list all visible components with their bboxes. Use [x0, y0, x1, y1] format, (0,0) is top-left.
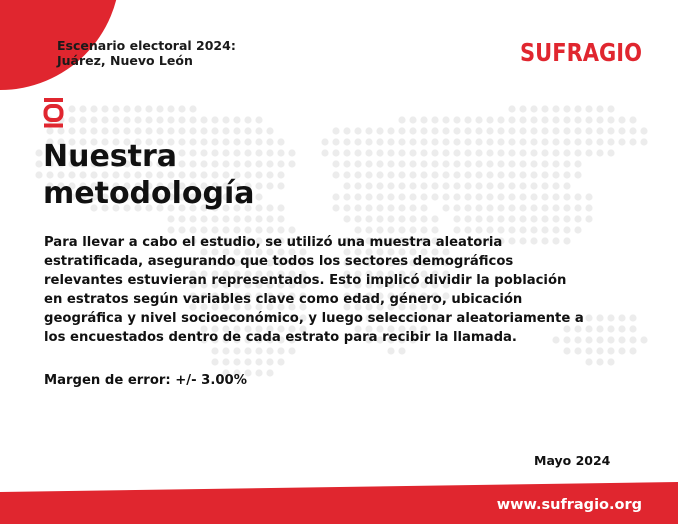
title-line-1: Nuestra	[43, 139, 178, 174]
scenario-line-2: Juárez, Nuevo León	[57, 53, 193, 68]
paragraph-line: geográfica y nivel socioeconómico, y luego seleccionar aleatoriamente a	[44, 311, 584, 326]
margin-of-error: Margen de error: +/- 3.00%	[44, 373, 247, 388]
title-line-2: metodología	[43, 176, 255, 211]
sufragio-mark-icon	[43, 98, 65, 128]
paragraph-line: relevantes estuvieran representados. Esto implicó dividir la población	[44, 273, 567, 288]
scenario-heading	[57, 38, 236, 68]
methodology-paragraph	[44, 233, 634, 347]
scenario-line-1: Escenario electoral 2024:	[57, 38, 236, 53]
logo-text: SUFRAGIO	[520, 38, 642, 67]
paragraph-line: Para llevar a cabo el estudio, se utilizó una muestra aleatoria	[44, 235, 503, 250]
paragraph-line: en estratos según variables clave como edad, género, ubicación	[44, 292, 523, 307]
sufragio-logo	[520, 34, 645, 66]
paragraph-line: estratificada, asegurando que todos los sectores demográficos	[44, 254, 514, 269]
paragraph-line: los encuestados dentro de cada estrato para recibir la llamada.	[44, 330, 517, 345]
page-title	[43, 138, 255, 212]
website-link[interactable]: www.sufragio.org	[496, 497, 642, 513]
report-date: Mayo 2024	[534, 453, 611, 468]
